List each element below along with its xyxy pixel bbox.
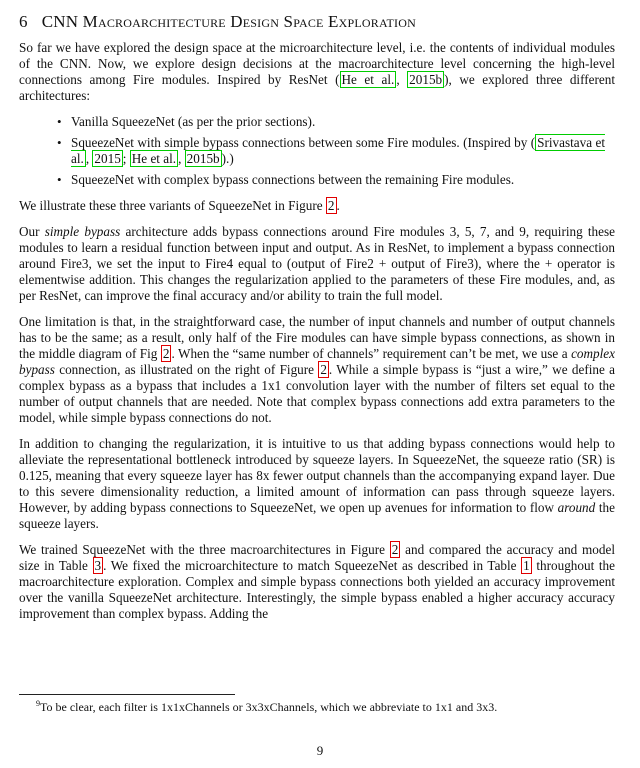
list-item-text: Vanilla SqueezeNet (as per the prior sections).	[71, 114, 316, 129]
citation-link[interactable]: He et al.	[341, 72, 395, 87]
paragraph-text: . While a simple bypass is “just a wire,” we define a complex bypass as a bypass that includes a 1x1 convolution layer with the number of filters set equal to the number of output channels that are needed. Note that complex bypass connections add extra parameters to the model, while simple bypass connections do not.	[19, 362, 616, 425]
list-item	[57, 114, 615, 130]
paragraph-tail: .	[336, 198, 340, 213]
table-link[interactable]: 3	[94, 558, 102, 573]
citation-link[interactable]: 2015b	[409, 72, 443, 87]
section-number: 6	[19, 12, 28, 31]
list-item-text: SqueezeNet with simple bypass connections between some Fire modules. (Inspired by (	[71, 135, 536, 150]
citation-separator: ,	[178, 151, 185, 166]
paragraph-text: the squeeze layers.	[19, 500, 615, 531]
table-link[interactable]: 1	[523, 558, 530, 573]
footnote-divider	[19, 694, 235, 695]
paper-page	[19, 12, 615, 632]
footnote-mark: 9	[36, 699, 40, 708]
figure-link[interactable]: 2	[320, 362, 327, 377]
list-item	[57, 135, 615, 167]
paragraph-text: In addition to changing the regularization, it is intuitive to us that adding bypass connections would help to alleviate the representational bottleneck introduced by squeeze layers. In SqueezeNet, the squeeze ratio (SR) is 0.125, meaning that every squeeze layer has 8x fewer output channels than the accompanying expand layer. Due to this severe dimensionality reduction, a limited amount of information can pass through squeeze layers. However, by adding bypass connections to SqueezeNet, we open up avenues for information to flow	[19, 436, 615, 515]
figure-link[interactable]: 2	[391, 542, 399, 557]
citation-link[interactable]: 2015	[94, 151, 121, 166]
paragraph-regularization	[19, 436, 615, 532]
emphasis-term: around	[557, 500, 596, 515]
figure-link[interactable]: 2	[162, 346, 170, 361]
paragraph-text: . When the “same number of channels” requirement can’t be met, we use a	[171, 346, 572, 361]
bullet-icon: •	[57, 135, 62, 150]
citation-link[interactable]: He et al.	[131, 151, 177, 166]
citation-separator: ,	[396, 72, 408, 87]
bullet-icon: •	[57, 114, 62, 129]
paragraph-text: architecture adds bypass connections around Fire modules 3, 5, 7, and 9, requiring these modules to learn a residual function between input and output. As in ResNet, to implement a bypass connection around Fire3, we set the input to Fire4 equal to (output of Fire2 + output of Fire3), where the + operator is elementwise addition. This changes the regularization applied to the parameters of these Fire modules, and, as per ResNet, can improve the final accuracy and/or ability to train the full model.	[19, 224, 615, 303]
list-item	[57, 172, 615, 188]
footnote-text: To be clear, each filter is 1x1xChannels or 3x3xChannels, which we abbreviate to 1x1 and 3x3.	[40, 700, 498, 714]
bullet-icon: •	[57, 172, 62, 187]
emphasis-term: simple bypass	[44, 224, 121, 239]
footnote	[36, 700, 616, 714]
paragraph-results	[19, 542, 615, 622]
paragraph-complex-bypass	[19, 314, 615, 426]
emphasis-term: complex bypass	[19, 346, 615, 377]
paragraph-text: and compared the accuracy and model size in Table	[19, 542, 615, 573]
paragraph-text: throughout the macroarchitecture exploration. Complex and simple bypass connections both yielded an accuracy improvement over the vanilla SqueezeNet architecture. Interestingly, the simple bypass enabled a higher accuracy accuracy improvement than complex bypass. Adding the	[19, 558, 615, 621]
paragraph-text: We illustrate these three variants of SqueezeNet in Figure	[19, 198, 326, 213]
citation-separator: ,	[85, 151, 93, 166]
list-item-text: SqueezeNet with complex bypass connections between the remaining Fire modules.	[71, 172, 515, 187]
architecture-list	[19, 114, 615, 188]
section-heading	[19, 12, 615, 32]
paragraph-text: We trained SqueezeNet with the three macroarchitectures in Figure	[19, 542, 390, 557]
paragraph-figure-intro	[19, 198, 615, 214]
paragraph-intro	[19, 40, 615, 104]
citation-separator: ;	[122, 151, 130, 166]
citation-link[interactable]: Srivastava et al.	[71, 135, 605, 166]
paragraph-text: Our	[19, 224, 45, 239]
paragraph-text: connection, as illustrated on the right of Figure	[54, 362, 319, 377]
page-number: 9	[316, 743, 324, 758]
paragraph-simple-bypass	[19, 224, 615, 304]
figure-link[interactable]: 2	[327, 198, 335, 213]
section-title: CNN Macroarchitecture Design Space Exploration	[41, 12, 416, 31]
intro-tail: ), we explored three different architectures:	[19, 72, 616, 103]
paragraph-text: . We fixed the microarchitecture to match SqueezeNet as described in Table	[103, 558, 522, 573]
citation-link[interactable]: 2015b	[186, 151, 220, 166]
intro-text: So far we have explored the design space at the microarchitecture level, i.e. the contents of individual modules of the CNN. Now, we explore design decisions at the macroarchitecture level concerning the high-level connections among Fire modules. Inspired by ResNet (	[19, 40, 615, 87]
list-item-tail: ).)	[221, 151, 234, 166]
paragraph-text: One limitation is that, in the straightforward case, the number of input channels and number of output channels has to be the same; as a result, only half of the Fire modules can have simple bypass connections, as shown in the middle diagram of Fig	[19, 314, 615, 361]
